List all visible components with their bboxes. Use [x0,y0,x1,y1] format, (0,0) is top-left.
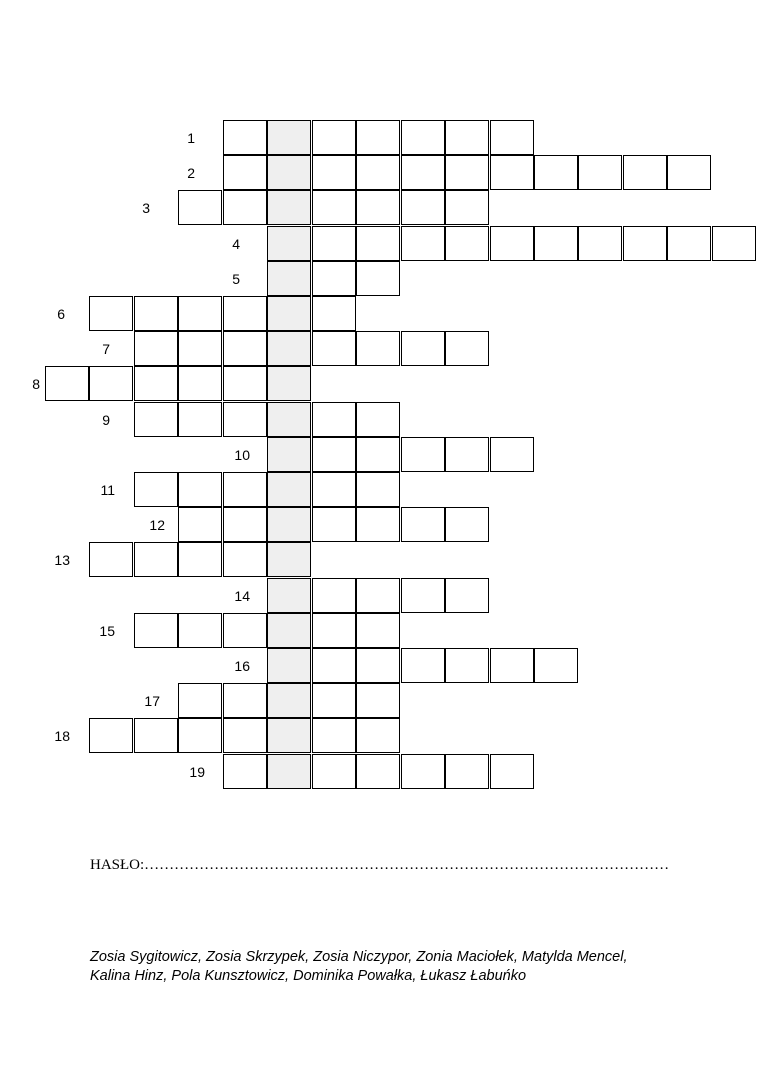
letter-cell[interactable] [356,754,400,789]
letter-cell[interactable] [356,190,400,225]
letter-cell[interactable] [312,648,356,683]
letter-cell[interactable] [445,190,489,225]
letter-cell[interactable] [312,296,356,331]
letter-cell[interactable] [89,718,133,753]
letter-cell[interactable] [223,190,267,225]
letter-cell[interactable] [401,578,445,613]
letter-cell[interactable] [401,331,445,366]
letter-cell[interactable] [312,613,356,648]
letter-cell[interactable] [490,155,534,190]
crossword-row [0,261,768,297]
letter-cell[interactable] [178,507,222,542]
letter-cell[interactable] [356,261,400,296]
letter-cell[interactable] [623,155,667,190]
clue-number: 19 [189,763,205,780]
clue-number: 17 [144,693,160,710]
letter-cell[interactable] [223,155,267,190]
clue-number: 1 [187,130,195,146]
crossword-row [0,613,768,649]
password-cell[interactable] [267,120,311,155]
password-line: HASŁO:…………………………………………………………………………………………… [90,857,670,873]
letter-cell[interactable] [356,402,400,437]
clue-number: 13 [54,552,70,569]
clue-number: 4 [232,235,240,252]
crossword-row [0,226,768,262]
crossword-row [0,296,768,332]
clue-number: 6 [57,306,65,322]
password-cell[interactable] [267,190,311,225]
letter-cell[interactable] [356,120,400,155]
crossword-row [0,437,768,473]
clue-number: 11 [100,482,115,498]
clue-number: 14 [234,587,250,604]
letter-cell[interactable] [712,226,756,261]
authors-credits [90,948,730,986]
password-cell[interactable] [267,754,311,789]
letter-cell[interactable] [223,542,267,577]
letter-cell[interactable] [445,331,489,366]
letter-cell[interactable] [401,648,445,683]
letter-cell[interactable] [134,331,178,366]
letter-cell[interactable] [89,366,133,401]
letter-cell[interactable] [45,366,89,401]
letter-cell[interactable] [89,296,133,331]
crossword-row [0,331,768,367]
letter-cell[interactable] [490,648,534,683]
password-cell[interactable] [267,331,311,366]
letter-cell[interactable] [312,331,356,366]
letter-cell[interactable] [356,578,400,613]
crossword-row [0,648,768,684]
letter-cell[interactable] [312,155,356,190]
crossword-row [0,683,768,719]
letter-cell[interactable] [534,648,578,683]
letter-cell[interactable] [401,155,445,190]
letter-cell[interactable] [312,754,356,789]
clue-number: 3 [142,200,150,217]
letter-cell[interactable] [445,155,489,190]
letter-cell[interactable] [445,507,489,542]
password-cell[interactable] [267,648,311,683]
letter-cell[interactable] [623,226,667,261]
clue-number: 15 [99,622,115,639]
crossword-row [0,155,768,191]
letter-cell[interactable] [312,718,356,753]
crossword-row [0,578,768,614]
password-cell[interactable] [267,578,311,613]
letter-cell[interactable] [312,261,356,296]
password-cell[interactable] [267,507,311,542]
crossword-row [0,472,768,508]
letter-cell[interactable] [223,402,267,437]
letter-cell[interactable] [312,578,356,613]
password-cell[interactable] [267,296,311,331]
password-cell[interactable] [267,718,311,753]
letter-cell[interactable] [312,472,356,507]
clue-number: 8 [32,376,40,393]
password-cell[interactable] [267,437,311,472]
letter-cell[interactable] [223,296,267,331]
letter-cell[interactable] [134,402,178,437]
letter-cell[interactable] [445,226,489,261]
letter-cell[interactable] [178,613,222,648]
password-cell[interactable] [267,155,311,190]
password-cell[interactable] [267,683,311,718]
letter-cell[interactable] [178,402,222,437]
crossword-row [0,366,768,402]
letter-cell[interactable] [490,120,534,155]
clue-number: 12 [149,517,165,534]
password-cell[interactable] [267,226,311,261]
letter-cell[interactable] [312,683,356,718]
letter-cell[interactable] [356,648,400,683]
letter-cell[interactable] [534,226,578,261]
letter-cell[interactable] [401,120,445,155]
password-cell[interactable] [267,613,311,648]
letter-cell[interactable] [356,226,400,261]
letter-cell[interactable] [223,507,267,542]
letter-cell[interactable] [312,402,356,437]
letter-cell[interactable] [312,226,356,261]
letter-cell[interactable] [178,718,222,753]
letter-cell[interactable] [223,366,267,401]
letter-cell[interactable] [223,613,267,648]
letter-cell[interactable] [178,366,222,401]
letter-cell[interactable] [401,226,445,261]
letter-cell[interactable] [134,542,178,577]
letter-cell[interactable] [223,120,267,155]
letter-cell[interactable] [445,437,489,472]
letter-cell[interactable] [445,648,489,683]
letter-cell[interactable] [356,683,400,718]
letter-cell[interactable] [490,754,534,789]
letter-cell[interactable] [667,155,711,190]
letter-cell[interactable] [445,578,489,613]
letter-cell[interactable] [578,155,622,190]
letter-cell[interactable] [401,190,445,225]
letter-cell[interactable] [134,296,178,331]
letter-cell[interactable] [445,754,489,789]
letter-cell[interactable] [134,613,178,648]
clue-number: 7 [102,341,110,358]
letter-cell[interactable] [134,366,178,401]
crossword-row [0,120,768,156]
password-cell[interactable] [267,366,311,401]
letter-cell[interactable] [178,190,222,225]
letter-cell[interactable] [223,718,267,753]
letter-cell[interactable] [223,754,267,789]
crossword-row [0,542,768,578]
letter-cell[interactable] [312,507,356,542]
letter-cell[interactable] [356,718,400,753]
letter-cell[interactable] [356,472,400,507]
letter-cell[interactable] [312,190,356,225]
letter-cell[interactable] [312,120,356,155]
letter-cell[interactable] [401,507,445,542]
password-cell[interactable] [267,402,311,437]
password-cell[interactable] [267,261,311,296]
letter-cell[interactable] [178,683,222,718]
crossword-row [0,754,768,790]
letter-cell[interactable] [490,226,534,261]
letter-cell[interactable] [356,613,400,648]
authors-line-2: Kalina Hinz, Pola Kunsztowicz, Dominika Powałka, Łukasz Łabuńko [90,968,527,984]
clue-number: 9 [102,411,110,428]
letter-cell[interactable] [178,542,222,577]
clue-number: 18 [54,728,70,745]
letter-cell[interactable] [667,226,711,261]
crossword-row [0,190,768,226]
authors-line-1: Zosia Sygitowicz, Zosia Skrzypek, Zosia Niczypor, Zonia Maciołek, Matylda Mencel, [90,949,628,965]
letter-cell[interactable] [89,542,133,577]
letter-cell[interactable] [223,683,267,718]
letter-cell[interactable] [534,155,578,190]
letter-cell[interactable] [223,331,267,366]
letter-cell[interactable] [178,331,222,366]
letter-cell[interactable] [356,331,400,366]
letter-cell[interactable] [490,437,534,472]
letter-cell[interactable] [134,718,178,753]
clue-number: 5 [232,270,240,287]
letter-cell[interactable] [356,437,400,472]
letter-cell[interactable] [356,155,400,190]
letter-cell[interactable] [178,472,222,507]
letter-cell[interactable] [578,226,622,261]
clue-number: 10 [234,446,250,463]
letter-cell[interactable] [312,437,356,472]
letter-cell[interactable] [178,296,222,331]
letter-cell[interactable] [223,472,267,507]
clue-number: 16 [234,658,250,674]
clue-number: 2 [187,165,195,182]
crossword-row [0,402,768,438]
password-cell[interactable] [267,472,311,507]
crossword-row [0,507,768,543]
crossword-row [0,718,768,754]
letter-cell[interactable] [134,472,178,507]
letter-cell[interactable] [401,754,445,789]
letter-cell[interactable] [356,507,400,542]
letter-cell[interactable] [401,437,445,472]
letter-cell[interactable] [445,120,489,155]
password-cell[interactable] [267,542,311,577]
